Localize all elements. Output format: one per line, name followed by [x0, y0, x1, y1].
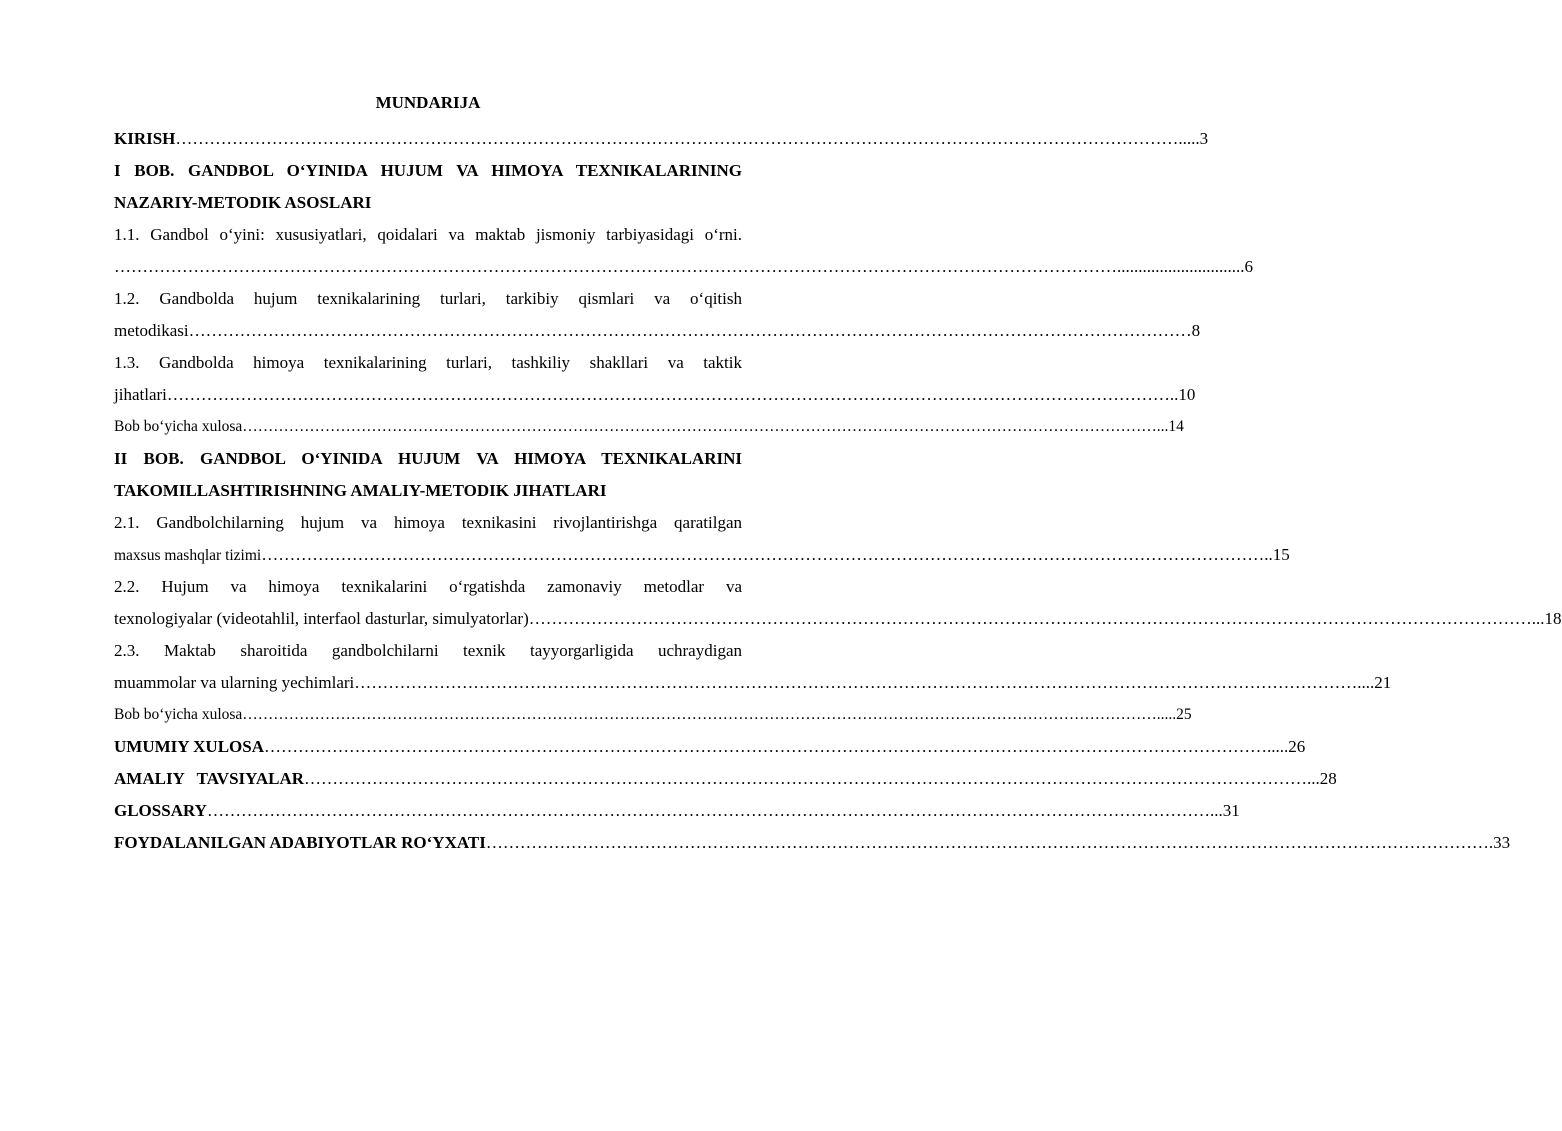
- toc-section-2-3-line-2[interactable]: [114, 667, 1392, 699]
- toc-section-1-3-line-2[interactable]: [114, 379, 1196, 411]
- toc-section-1-2-line-2[interactable]: [114, 315, 1201, 347]
- toc-entry-conclusion[interactable]: [114, 731, 1306, 763]
- dot-leader: ……………………………………………………………………………………………………………………………………………………………: [354, 673, 1358, 692]
- toc-section-2-3-line-1[interactable]: 2.3. Maktab sharoitida gandbolchilarni texnik tayyorgarligida uchraydigan: [114, 641, 742, 660]
- toc-entry-title: FOYDALANILGAN ADABIYOTLAR RO‘YXATI: [114, 833, 486, 852]
- toc-entry-bibliography[interactable]: [114, 827, 1511, 859]
- toc-page-number: .....25: [1156, 706, 1192, 723]
- dot-leader: ……………………………………………………………………………………………………………………………………………………………: [206, 801, 1210, 820]
- toc-page-number: ...31: [1209, 801, 1240, 820]
- dot-leader: ……………………………………………………………………………………………………………………………………………………………: [264, 737, 1268, 756]
- toc-page-number: 8: [1191, 321, 1201, 340]
- toc-chapter-1-line-1[interactable]: I BOB. GANDBOL O‘YINIDA HUJUM VA HIMOYA TEXNIKALARINING: [114, 161, 742, 180]
- toc-section-2-2-line-1[interactable]: 2.2. Hujum va himoya texnikalarini o‘rgatishda zamonaviy metodlar va: [114, 577, 742, 596]
- toc-page-number: ...14: [1156, 418, 1184, 435]
- toc-entry-glossary[interactable]: [114, 795, 1240, 827]
- dot-leader: ……………………………………………………………………………………………………………………………………………………………: [188, 321, 1192, 340]
- dot-leader: ……………………………………………………………………………………………………………………………………………………………: [242, 706, 1157, 723]
- toc-chapter-1-line-2[interactable]: NAZARIY-METODIK ASOSLARI: [114, 193, 372, 212]
- toc-chapter-2-line-1[interactable]: II BOB. GANDBOL O‘YINIDA HUJUM VA HIMOYA TEXNIKALARINI: [114, 449, 742, 468]
- toc-entry-title: UMUMIY XULOSA: [114, 737, 265, 756]
- toc-entry-kirish[interactable]: [114, 123, 1209, 155]
- toc-section-1-3-line-1[interactable]: 1.3. Gandbolda himoya texnikalarining turlari, tashkiliy shakllari va taktik: [114, 353, 742, 372]
- toc-section-1-1-line-2[interactable]: [114, 251, 1253, 283]
- toc-page-number: ...18: [1531, 609, 1562, 628]
- toc-chapter-1-summary[interactable]: [114, 411, 1184, 443]
- toc-page-number: ...28: [1307, 769, 1337, 788]
- toc-page-number: ....21: [1357, 673, 1392, 692]
- dot-leader: ……………………………………………………………………………………………………………………………………………………………: [114, 257, 1117, 276]
- dot-leader: ……………………………………………………………………………………………………………………………………………………………: [242, 418, 1157, 435]
- toc-section-1-2-line-1[interactable]: 1.2. Gandbolda hujum texnikalarining turlari, tarkibiy qismlari va o‘qitish: [114, 289, 742, 308]
- dot-leader: ……………………………………………………………………………………………………………………………………………………………: [304, 769, 1308, 788]
- toc-entry-title: muammolar va ularning yechimlari: [114, 673, 355, 692]
- toc-section-2-1-line-2[interactable]: [114, 539, 1290, 571]
- toc-page-number: ..15: [1264, 545, 1290, 564]
- dot-leader: ……………………………………………………………………………………………………………………………………………………………: [485, 833, 1489, 852]
- toc-section-1-1-line-1[interactable]: 1.1. Gandbol o‘yini: xususiyatlari, qoidalari va maktab jismoniy tarbiyasidagi o‘rni.: [114, 225, 742, 244]
- toc-page-number: .....26: [1267, 737, 1306, 756]
- dot-leader: ……………………………………………………………………………………………………………………………………………………………: [528, 609, 1532, 628]
- page-title: MUNDARIJA: [375, 93, 481, 112]
- toc-entry-title: KIRISH: [114, 129, 176, 148]
- toc-entry-title: jihatlari: [114, 385, 167, 404]
- toc-entry-title: metodikasi: [114, 321, 189, 340]
- toc-section-2-1-line-1[interactable]: 2.1. Gandbolchilarning hujum va himoya texnikasini rivojlantirishga qaratilgan: [114, 513, 742, 532]
- toc-chapter-2-summary[interactable]: [114, 699, 1192, 731]
- toc-entry-title: Bob bo‘yicha xulosa: [114, 706, 243, 723]
- toc-page-number: .33: [1488, 833, 1511, 852]
- toc-page-number: .....3: [1178, 129, 1209, 148]
- toc-page-number: ..............................6: [1117, 257, 1253, 276]
- toc-section-2-2-line-2[interactable]: [114, 603, 1562, 635]
- toc-entry-title: Bob bo‘yicha xulosa: [114, 418, 243, 435]
- toc-entry-title: AMALIY TAVSIYALAR: [114, 769, 305, 788]
- table-of-contents: [114, 123, 1562, 859]
- toc-page-number: ..10: [1169, 385, 1196, 404]
- toc-entry-title: maxsus mashqlar tizimi: [114, 547, 262, 564]
- toc-entry-recommendations[interactable]: [114, 763, 1337, 795]
- toc-chapter-2-line-2[interactable]: TAKOMILLASHTIRISHNING AMALIY-METODIK JIHATLARI: [114, 481, 607, 500]
- dot-leader: ……………………………………………………………………………………………………………………………………………………………: [166, 385, 1170, 404]
- dot-leader: ……………………………………………………………………………………………………………………………………………………………: [261, 545, 1265, 564]
- dot-leader: ……………………………………………………………………………………………………………………………………………………………: [175, 129, 1179, 148]
- toc-entry-title: texnologiyalar (videotahlil, interfaol dasturlar, simulyatorlar): [114, 609, 529, 628]
- toc-entry-title: GLOSSARY: [114, 801, 207, 820]
